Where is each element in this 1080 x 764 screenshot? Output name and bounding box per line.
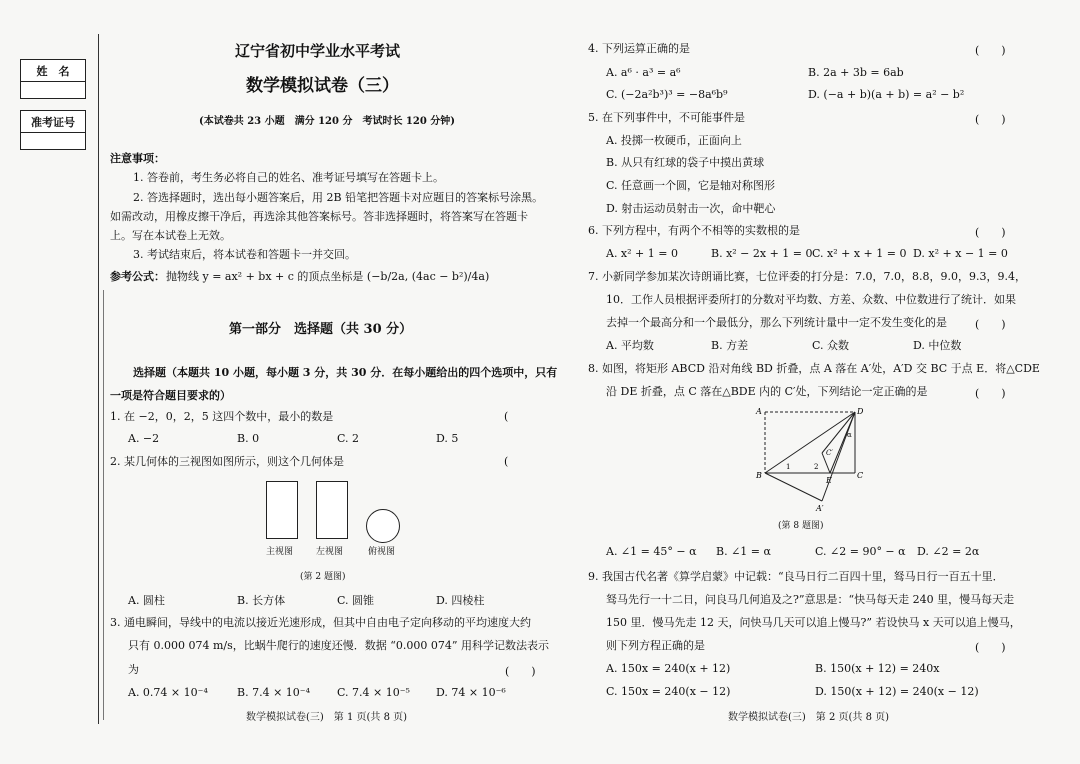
q9-stem-4: 则下列方程正确的是 [606,639,705,652]
q7-stem-2: 10．工作人员根据评委所打的分数对平均数、方差、众数、中位数进行了统计．如果 [606,293,1016,306]
q6-option-d: D. x² + x − 1 = 0 [913,247,1008,260]
q3-answer-paren: ( ) [505,665,536,678]
fig-label-b: B [756,471,762,480]
q6-answer-paren: ( ) [975,226,1006,239]
q4-answer-paren: ( ) [975,44,1006,57]
segment-ba2 [765,473,822,501]
q2-figure-caption: (第 2 题图) [300,572,346,582]
q6-stem: 6. 下列方程中，有两个不相等的实数根的是 [588,224,800,237]
side-view-rect [316,481,348,539]
q1-stem: 1. 在 −2，0，2，5 这四个数中，最小的数是 [110,410,334,423]
part1-instructions-1: 选择题（本题共 10 小题，每小题 3 分，共 30 分．在每小题给出的四个选项中，只有 [133,366,558,379]
q4-option-c: C. (−2a²b³)³ = −8a⁶b⁹ [606,88,728,101]
note-2c: 上。写在本试卷上无效。 [110,229,231,242]
fig-angle-2: 2 [814,463,819,471]
binding-line [98,34,99,724]
q8-figure-caption: (第 8 题图) [778,521,824,531]
notes-heading: 注意事项： [110,152,165,165]
q9-option-a: A. 150x = 240(x + 12) [606,662,731,675]
formula-text: 抛物线 y = ax² + bx + c 的顶点坐标是 (−b/2a, (4ac − b²)/4a) [166,270,490,283]
q3-option-d: D. 74 × 10⁻⁶ [436,686,506,699]
name-label: 姓 名 [21,63,85,82]
q4-stem: 4. 下列运算正确的是 [588,42,690,55]
q3-option-c: C. 7.4 × 10⁻⁵ [337,686,410,699]
note-1: 1. 答卷前，考生务必将自己的姓名、准考证号填写在答题卡上。 [133,171,444,184]
q8-answer-paren: ( ) [975,387,1006,400]
fig-label-a-prime: A′ [816,504,824,513]
q5-stem: 5. 在下列事件中，不可能事件是 [588,111,745,124]
fig-label-d: D [857,407,864,416]
q3-option-b: B. 7.4 × 10⁻⁴ [237,686,310,699]
note-2b: 如需改动，用橡皮擦干净后，再选涂其他答案标号。答非选择题时，将答案写在答题卡 [110,210,528,223]
q3-stem-3: 为 [128,663,139,676]
q1-answer-paren: ( [504,410,509,423]
q6-option-a: A. x² + 1 = 0 [606,247,678,260]
q8-geometry-figure [750,405,870,515]
q9-option-b: B. 150(x + 12) = 240x [815,662,940,675]
diagonal-bd [765,412,855,473]
q5-option-b: B. 从只有红球的袋子中摸出黄球 [606,156,765,169]
binding-line-inner [103,290,104,720]
q9-answer-paren: ( ) [975,641,1006,654]
q4-option-d: D. (−a + b)(a + b) = a² − b² [808,88,965,101]
q5-option-c: C. 任意画一个圆，它是轴对称图形 [606,179,776,192]
q4-option-b: B. 2a + 3b = 6ab [808,66,904,79]
q5-option-a: A. 投掷一枚硬币，正面向上 [606,134,742,147]
note-3: 3. 考试结束后，将本试卷和答题卡一并交回。 [133,248,356,261]
q2-stem: 2. 某几何体的三视图如图所示，则这个几何体是 [110,455,344,468]
q8-stem-2: 沿 DE 折叠，点 C 落在△BDE 内的 C′处，下列结论一定正确的是 [606,385,928,398]
q7-stem-3: 去掉一个最高分和一个最低分，那么下列统计量中一定不发生变化的是 [606,316,947,329]
exam-id-box [20,110,86,150]
fig-label-c-prime: C′ [826,449,833,457]
q3-stem-1: 3. 通电瞬间，导线中的电流以接近光速形成，但其中自由电子定向移动的平均速度大约 [110,616,531,629]
q4-option-a: A. a⁶ · a³ = a⁶ [606,66,681,79]
exam-id-label: 准考证号 [21,114,85,133]
q9-option-c: C. 150x = 240(x − 12) [606,685,731,698]
fig-label-a: A [756,407,762,416]
fig-label-c: C [857,471,864,480]
q5-option-d: D. 射击运动员射击一次，命中靶心 [606,202,776,215]
q9-stem-1: 9. 我国古代名著《算学启蒙》中记载：“良马日行二百四十里，驽马日行一百五十里． [588,570,1004,583]
segment-de [830,412,855,473]
q9-option-d: D. 150(x + 12) = 240(x − 12) [815,685,979,698]
q7-answer-paren: ( ) [975,318,1006,331]
formula-label: 参考公式： [110,270,165,283]
top-view-circle [366,509,400,543]
q8-option-a: A. ∠1 = 45° − α [606,545,697,558]
q8-option-c: C. ∠2 = 90° − α [815,545,906,558]
q3-option-a: A. 0.74 × 10⁻⁴ [128,686,208,699]
part1-instructions-2: 一项是符合题目要求的） [110,389,231,402]
fig-angle-alpha: α [847,431,852,439]
name-box [20,59,86,99]
q2-option-c: C. 圆锥 [337,594,375,607]
side-view-label: 左视图 [316,547,344,557]
footer-right: 数学模拟试卷(三) 第 2 页(共 8 页) [728,712,890,723]
q2-option-a: A. 圆柱 [128,594,165,607]
q2-option-d: D. 四棱柱 [436,594,485,607]
q2-answer-paren: ( [504,455,509,468]
q7-stem-1: 7. 小新同学参加某次诗朗诵比赛，七位评委的打分是：7.0，7.0，8.8，9.0，9.3，9.4， [588,270,1026,283]
q8-option-d: D. ∠2 = 2α [917,545,980,558]
top-view-label: 俯视图 [368,547,396,557]
exam-subtitle: (本试卷共 23 小题 满分 120 分 考试时长 120 分钟) [199,116,456,127]
fig-angle-1: 1 [786,463,791,471]
q2-option-b: B. 长方体 [237,594,286,607]
q6-option-b: B. x² − 2x + 1 = 0 [711,247,813,260]
q7-option-a: A. 平均数 [606,339,654,352]
q1-option-c: C. 2 [337,432,360,445]
page-title: 数学模拟试卷（三） [246,76,399,96]
title-line1: 辽宁省初中学业水平考试 [235,42,401,60]
q1-option-d: D. 5 [436,432,459,445]
q5-answer-paren: ( ) [975,113,1006,126]
q1-option-b: B. 0 [237,432,260,445]
q1-option-a: A. −2 [128,432,160,445]
q3-stem-2: 只有 0.000 074 m/s，比蜗牛爬行的速度还慢．数据 “0.000 074” 用科学记数法表示 [128,639,549,652]
note-2a: 2. 答选择题时，选出每小题答案后，用 2B 铅笔把答题卡对应题目的答案标号涂黑。 [133,191,544,204]
footer-left: 数学模拟试卷(三) 第 1 页(共 8 页) [246,712,408,723]
front-view-label: 主视图 [266,547,294,557]
q7-option-c: C. 众数 [812,339,850,352]
q8-option-b: B. ∠1 = α [716,545,771,558]
q6-option-c: C. x² + x + 1 = 0 [812,247,907,260]
fig-label-e: E [826,476,832,485]
front-view-rect [266,481,298,539]
q9-stem-2: 驽马先行一十二日，问良马几何追及之?”意思是：“快马每天走 240 里，慢马每天走 [606,593,1015,606]
part1-heading: 第一部分 选择题（共 30 分） [229,322,413,337]
q9-stem-3: 150 里．慢马先走 12 天，问快马几天可以追上慢马?” 若设快马 x 天可以追上慢马， [606,616,1021,629]
q7-option-d: D. 中位数 [913,339,962,352]
q7-option-b: B. 方差 [711,339,749,352]
q8-stem-1: 8. 如图，将矩形 ABCD 沿对角线 BD 折叠，点 A 落在 A′处，A′D 交 BC 于点 E．将△CDE [588,362,1040,375]
